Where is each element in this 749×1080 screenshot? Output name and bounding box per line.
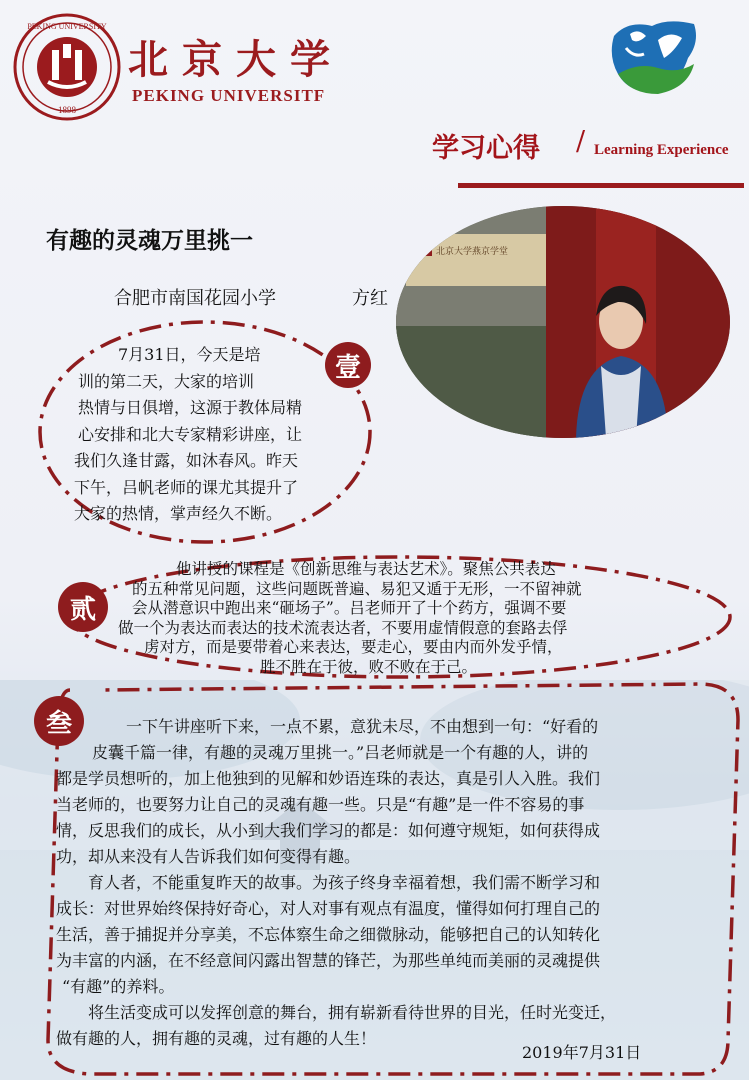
section-badge-2: 贰 [58, 582, 108, 632]
s3-line: 育人者，不能重复昨天的故事。为孩子终身幸福着想，我们需不断学习和 [88, 873, 601, 892]
section-2-text [118, 560, 718, 677]
s2-line: 会从潜意识中跑出来“砸场子”。吕老师开了十个药方，强调不要 [132, 599, 567, 617]
section-1-text [74, 342, 374, 528]
s3-line: 将生活变成可以发挥创意的舞台，拥有崭新看待世界的目光，任时光变迁， [88, 1003, 617, 1022]
s2-line: 的五种常见问题，这些问题既普遍、易犯又遁于无形，一不留神就 [132, 579, 582, 598]
photo-sign-text: 北京大学燕京学堂 [436, 247, 509, 257]
section-title-en: Learning Experience [594, 142, 729, 158]
s3-line: 情，反思我们的成长，从小到大我们学习的都是：如何遵守规矩，如何获得成 [56, 821, 601, 840]
s1-line: 下午，吕帆老师的课尤其提升了 [74, 477, 299, 497]
section-3-text [56, 714, 720, 1052]
s3-line: 生活，善于捕捉并分享美，不忘体察生命之细微脉动，能够把自己的认知转化 [56, 925, 601, 944]
s1-line: 我们久逢甘露，如沐春风。昨天 [74, 451, 299, 470]
s3-line: 成长：对世界始终保持好奇心，对人对事有观点有温度，懂得如何打理自己的 [56, 899, 601, 918]
s3-line: 都是学员想听的，加上他独到的见解和妙语连珠的表达，真是引人入胜。我们 [56, 769, 601, 788]
author-school: 合肥市南国花园小学 [114, 288, 276, 309]
author-name: 方红 [352, 288, 388, 309]
s3-line: 一下午讲座听下来，一点不累，意犹未尽，不由想到一句：“好看的 [126, 717, 599, 736]
s2-line: 胜不胜在于彼，败不败在于己。 [260, 657, 478, 676]
s3-line: 为丰富的内涵，在不经意间闪露出智慧的锋芒，为那些单纯而美丽的灵魂提供 [56, 951, 601, 970]
svg-text:PEKING UNIVERSITY: PEKING UNIVERSITY [27, 22, 107, 31]
s2-line: 做一个为表达而表达的技术流表达者，不要用虚情假意的套路去俘 [118, 618, 568, 637]
s1-line: 大家的热情，掌声经久不断。 [74, 504, 283, 523]
svg-text:1898: 1898 [58, 105, 76, 115]
article-title: 有趣的灵魂万里挑一 [46, 227, 253, 254]
s3-line: 功，却从来没有人告诉我们如何变得有趣。 [56, 847, 361, 866]
university-name-en: PEKING UNIVERSITF [132, 86, 326, 105]
s3-line: 皮囊千篇一律，有趣的灵魂万里挑一。”吕老师就是一个有趣的人，讲的 [92, 743, 589, 762]
section-title-slash: / [576, 126, 586, 157]
section-badge-3: 叁 [34, 696, 84, 746]
s1-line: 心安排和北大专家精彩讲座，让 [78, 424, 303, 444]
s1-line: 热情与日俱增，这源于教体局精 [78, 398, 303, 417]
s2-line: 他讲授的课程是《创新思维与表达艺术》。聚焦公共表达 [176, 560, 556, 578]
s1-line: 训的第二天，大家的培训 [78, 371, 255, 391]
s3-line: 做有趣的人，拥有趣的灵魂，过有趣的人生！ [56, 1029, 377, 1048]
s3-line: 当老师的，也要努力让自己的灵魂有趣一些。只是“有趣”是一件不容易的事 [56, 795, 585, 814]
section-title-cn: 学习心得 [432, 133, 540, 164]
section-badge-1: 壹 [325, 342, 371, 388]
s3-line: “有趣”的养料。 [62, 977, 175, 996]
university-name-cn: 北京大学 [128, 36, 344, 83]
s2-line: 虏对方，而是要带着心来表达，要走心，要由内而外发乎情， [144, 638, 563, 656]
article-date: 2019年7月31日 [522, 1043, 642, 1062]
s1-line: 7月31日，今天是培 [118, 345, 261, 364]
